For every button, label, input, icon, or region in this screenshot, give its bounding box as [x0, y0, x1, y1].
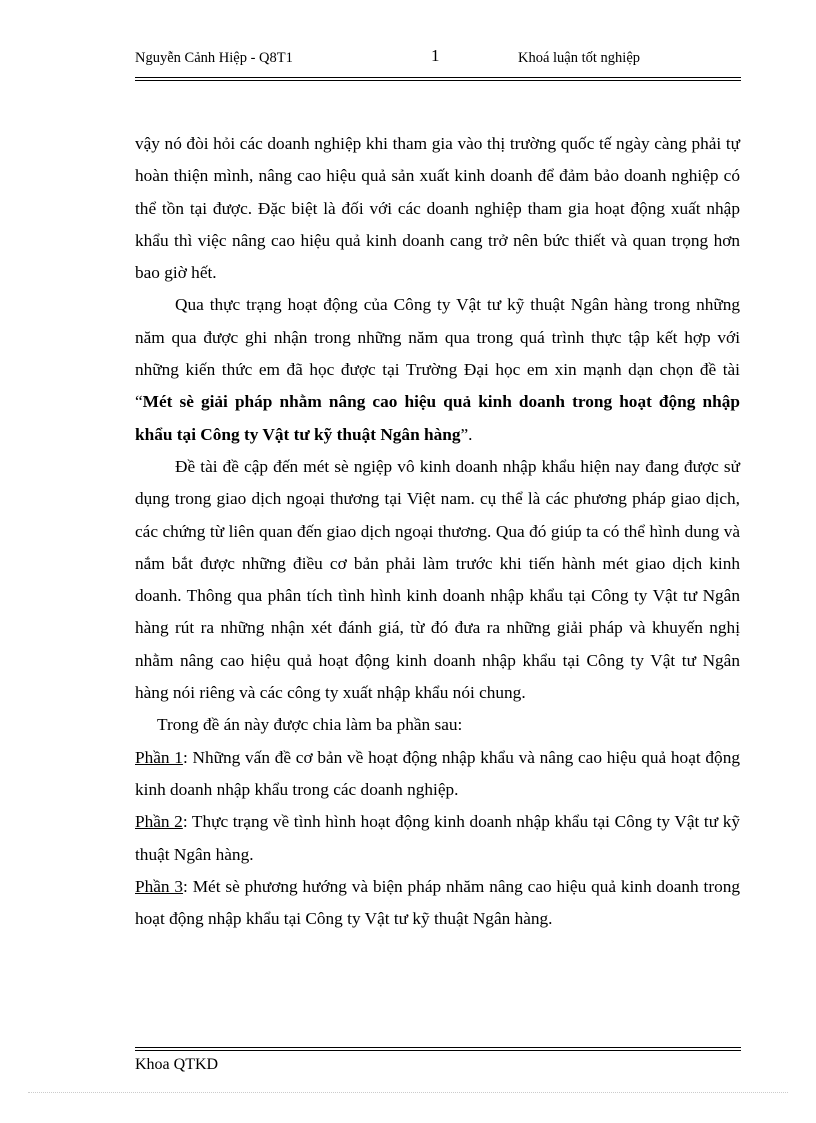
header-rule: [135, 77, 741, 81]
part-3-text: : Mét sè phương hướng và biện pháp nhăm nâng cao hiệu quả kinh doanh trong hoạt động nhập khẩu tại Công ty Vật tư kỹ thuật Ngân hàng.: [135, 876, 740, 929]
paragraph-2-end: ”.: [460, 424, 473, 444]
part-1: [135, 742, 740, 807]
paragraph-4: Trong đề án này được chia làm ba phần sau:: [157, 715, 463, 735]
paragraph-3: Đề tài đề cập đến mét sè ngiệp vô kinh doanh nhập khẩu hiện nay đang được sử dụng trong giao dịch ngoại thương tại Việt nam. cụ thể là các phương pháp giao dịch, các chứng từ liên quan đến giao dịch ngoại thương. Qua đó giúp ta có thể hình dung và nắm bắt được những điều cơ bản phải làm trước khi tiến hành mét giao dịch kinh doanh. Thông qua phân tích tình hình kinh doanh nhập khẩu tại Công ty Vật tư Ngân hàng rút ra những nhận xét đánh giá, từ đó đưa ra những giải pháp và khuyến nghị nhằm nâng cao hiệu quả hoạt động kinh doanh nhập khẩu tại Công ty Vật tư Ngân hàng nói riêng và các công ty xuất nhập khẩu nói chung.: [135, 456, 740, 703]
page-number: 1: [431, 46, 440, 65]
page-bottom-dotted-line: [28, 1092, 788, 1093]
part-2-label: Phần 2: [135, 812, 183, 832]
header-author: Nguyễn Cảnh Hiệp - Q8T1: [135, 50, 293, 66]
paragraph-2-intro: Qua thực trạng hoạt động của Công ty Vật tư kỹ thuật Ngân hàng trong những năm qua được ghi nhận trong những năm qua trong quá trình thực tập kết hợp với những kiến thức em đã học được tại Trường Đại học em xin mạnh dạn chọn đề tài “: [135, 295, 740, 412]
part-1-text: : Những vấn đề cơ bản về hoạt động nhập khẩu và nâng cao hiệu quả hoạt động kinh doanh nhập khẩu trong các doanh nghiệp.: [135, 747, 740, 799]
part-3-label: Phần 3: [135, 876, 184, 896]
body-text: [135, 128, 740, 935]
page-footer: Khoa QTKD: [135, 1056, 219, 1073]
paragraph-1: vậy nó đòi hỏi các doanh nghiệp khi tham gia vào thị trường quốc tế ngày càng phải tự hoàn thiện mình, nâng cao hiệu quả sản xuất kinh doanh để đảm bảo doanh nghiệp có thể tồn tại được. Đặc biệt là đối với các doanh nghiệp tham gia hoạt động xuất nhập khẩu thì việc nâng cao hiệu quả kinh doanh cang trở nên bức thiết và quan trọng hơn bao giờ hết.: [135, 134, 740, 283]
header-title: Khoá luận tốt nghiệp: [518, 50, 641, 66]
footer-rule: [135, 1047, 741, 1051]
page-header: [135, 46, 740, 74]
part-1-label: Phần 1: [135, 747, 183, 767]
part-2-text: : Thực trạng về tình hình hoạt động kinh doanh nhập khẩu tại Công ty Vật tư kỹ thuật Ngân hàng.: [135, 812, 740, 864]
part-3: [135, 871, 740, 936]
part-2: [135, 806, 740, 871]
thesis-title: Mét sè giải pháp nhằm nâng cao hiệu quả kinh doanh trong hoạt động nhập khẩu tại Công ty Vật tư kỹ thuật Ngân hàng: [135, 392, 740, 444]
paragraph-2: [135, 289, 740, 450]
